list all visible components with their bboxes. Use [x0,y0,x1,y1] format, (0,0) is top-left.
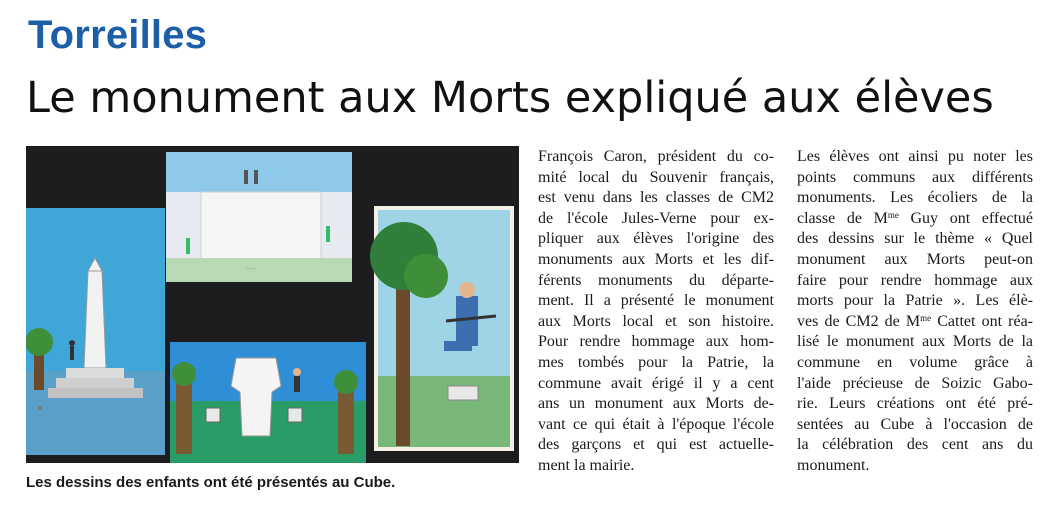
honorific-superscript: me [920,312,932,323]
drawing-blue-scene [170,342,366,463]
text-line: ment la mairie. [538,456,635,474]
text-line: commune en volume grâce à [797,353,1033,371]
text-line: de l'école Jules-Verne pour ex- [538,209,774,227]
text-line: Les élèves ont ainsi pu noter les [797,148,1033,165]
text-line: ans un monument aux Morts de- [538,395,774,413]
text-line: monuments aux Morts et les dif- [538,250,774,268]
text-segment: Cattet ont réa- [931,312,1033,330]
text-line: morts pour la Patrie ». Les élè- [797,292,1033,310]
text-line: monument. [797,456,870,474]
text-segment: ves de CM2 de M [797,312,921,330]
text-line: points communs aux différents [797,168,1033,186]
text-line: mité local du Souvenir français, [538,168,774,186]
text-line-mme-guy [797,209,1033,230]
text-column-2 [797,147,1033,477]
article-photo [26,146,519,463]
text-column-1 [538,147,774,477]
text-line: vant ce qui était à l'époque l'école [538,415,774,433]
text-line: François Caron, président du co- [538,148,774,165]
text-line: l'aide précieuse de Soizic Gabo- [797,374,1033,392]
text-line: Pour rendre hommage aux hom- [538,333,774,351]
text-line: sentées au Cube à l'occasion de [797,415,1033,433]
text-line: pliquer aux élèves l'origine des [538,230,774,248]
article-headline: Le monument aux Morts expliqué aux élèves [26,73,994,123]
text-line: ment. Il a présenté le monument [538,292,774,310]
text-line: monument aux Morts peut-on [797,250,1033,268]
location-kicker: Torreilles [28,13,208,57]
text-line: commune avait érigé il y a cent [538,374,774,392]
text-segment: classe de M [797,209,888,227]
text-line: des garçons et qui est actuelle- [538,436,774,454]
text-line: mes tombés pour la Patrie, la [538,353,774,371]
text-line: lisé le monument aux Morts de la [797,333,1033,351]
text-line: des dessins sur le thème « Quel [797,230,1033,248]
photo-caption: Les dessins des enfants ont été présentés au Cube. [26,474,396,491]
children-drawings-illustration [26,146,519,463]
drawing-light-panel [166,152,352,282]
text-line: monuments. Les écoliers de la [797,189,1033,207]
text-line: est venu dans les classes de CM2 [538,189,774,207]
text-line-mme-cattet [797,312,1033,333]
text-line: férents monuments du départe- [538,271,774,289]
text-segment: Guy ont effectué [898,209,1033,227]
svg-text:·····: ····· [246,266,256,272]
text-line: faire pour rendre hommage aux [797,271,1033,289]
text-line: aux Morts local et son histoire. [538,312,774,330]
drawing-soldier [370,206,514,451]
drawing-obelisk [26,208,165,455]
text-line: la célébration des cent ans du [797,436,1033,454]
honorific-superscript: me [887,209,899,220]
text-line: rie. Leurs créations ont été pré- [797,395,1033,413]
